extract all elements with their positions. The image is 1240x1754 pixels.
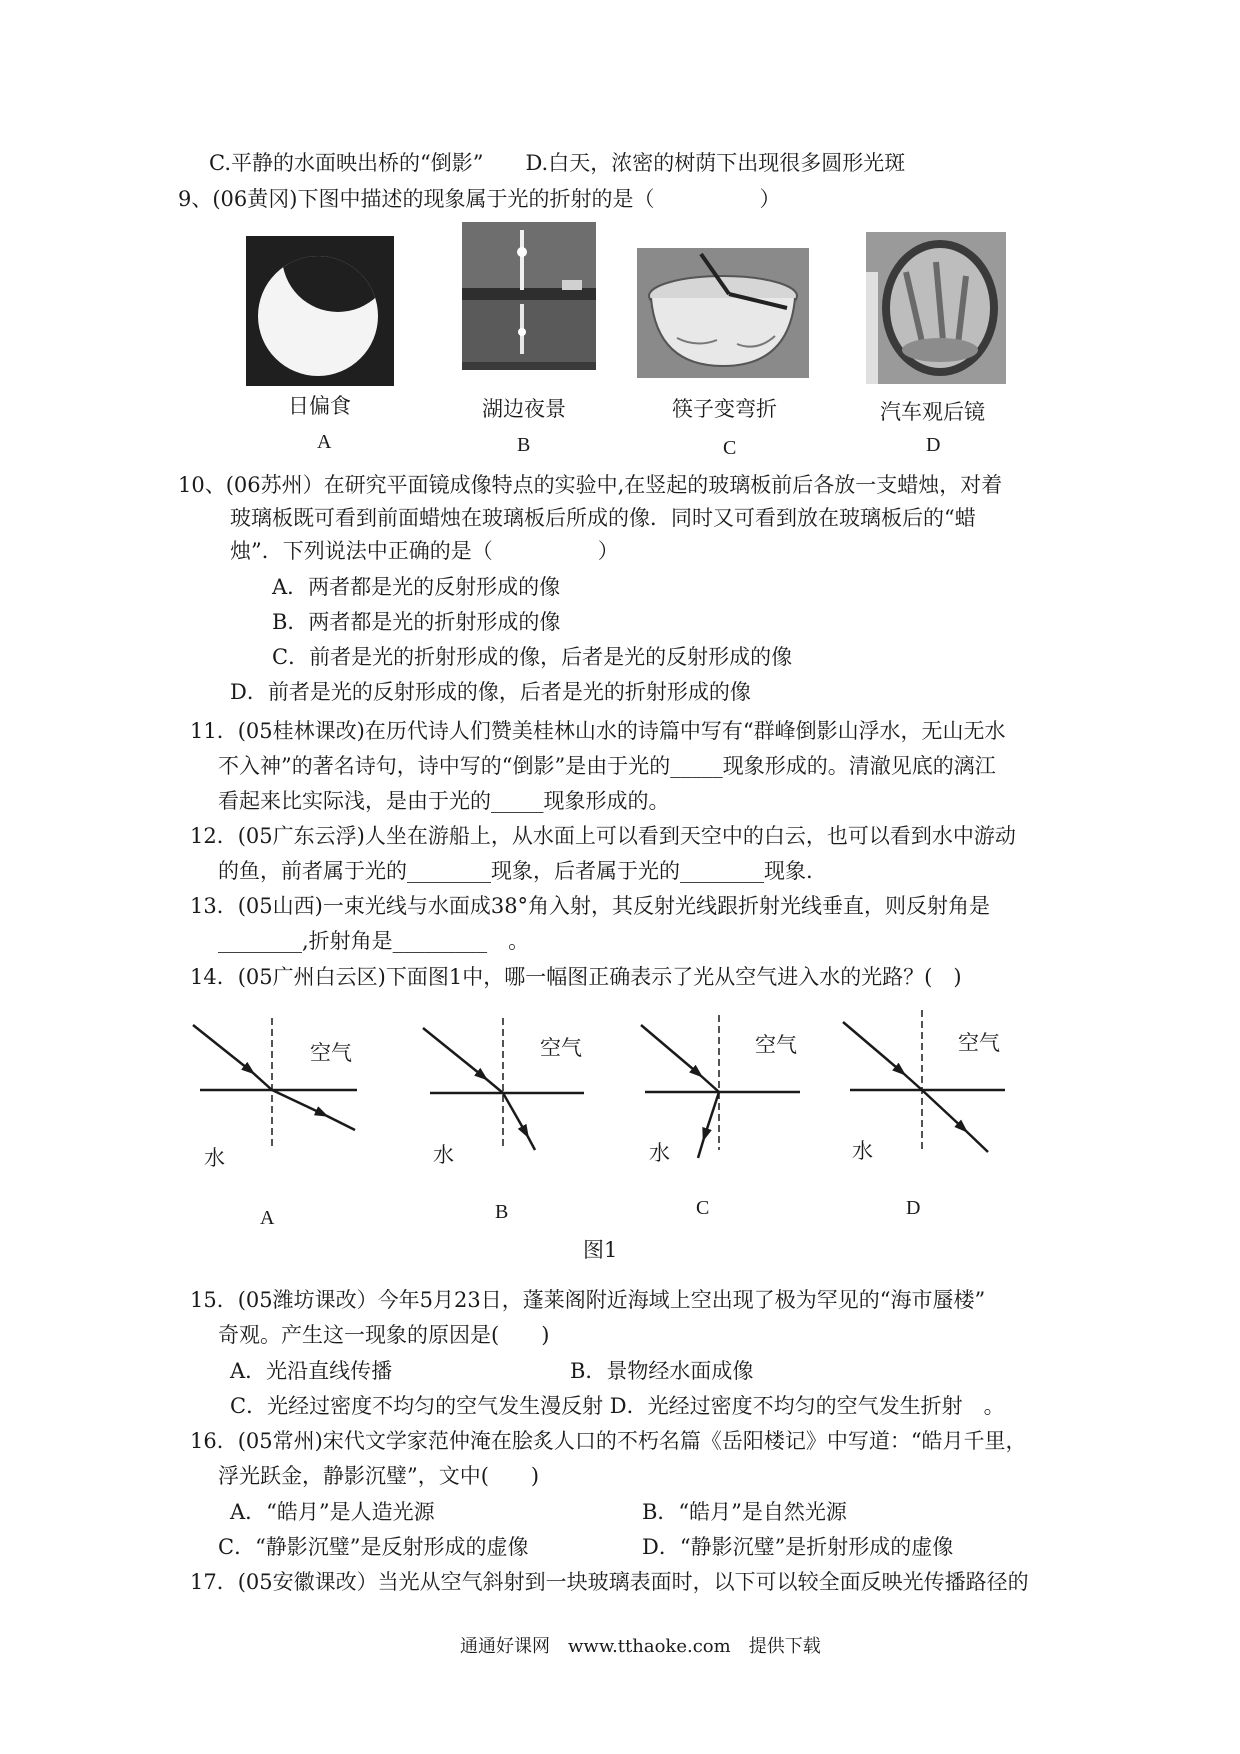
q17-stem-line1: 17．(05安徽课改）当光从空气斜射到一块玻璃表面时，以下可以较全面反映光传播路径的 — [190, 1570, 1029, 1594]
q12-stem-line2: 的鱼，前者属于光的________现象，后者属于光的________现象. — [218, 859, 813, 883]
q14-stem: 14．(05广州白云区)下面图1中，哪一幅图正确表示了光从空气进入水的光路？( ) — [190, 965, 962, 989]
page-footer: 通通好课网 www.tthaoke.com 提供下载 — [460, 1636, 821, 1657]
photo-letter-d: D — [926, 434, 941, 456]
q11-stem-line2: 不入神”的著名诗句，诗中写的“倒影”是由于光的_____现象形成的。清澈见底的漓江 — [218, 754, 996, 778]
q10-stem-line3: 烛”．下列说法中正确的是（ ） — [230, 539, 619, 563]
q10-option-b: B．两者都是光的折射形成的像 — [272, 610, 561, 634]
q13-stem-line1: 13．(05山西)一束光线与水面成38°角入射，其反射光线跟折射光线垂直，则反射角是 — [190, 894, 991, 918]
q10-stem-line1: 10、(06苏州）在研究平面镜成像特点的实验中,在竖起的玻璃板前后各放一支蜡烛，对着 — [178, 473, 1003, 497]
q11-stem-line3: 看起来比实际浅，是由于光的_____现象形成的。 — [218, 789, 670, 813]
q13-stem-line2: ________,折射角是_________ 。 — [218, 929, 530, 953]
q12-stem-line1: 12．(05广东云浮)人坐在游船上，从水面上可以看到天空中的白云，也可以看到水中游动 — [190, 824, 1016, 848]
diagram-letter-a: A — [260, 1207, 275, 1229]
diagram-c-air-label: 空气 — [755, 1033, 797, 1057]
photo-letter-b: B — [517, 434, 531, 456]
photo-caption-a: 日偏食 — [288, 394, 351, 418]
q16-option-d: D．“静影沉璧”是折射形成的虚像 — [642, 1535, 954, 1559]
diagram-b-water-label: 水 — [433, 1143, 454, 1167]
q10-option-c: C．前者是光的折射形成的像，后者是光的反射形成的像 — [272, 645, 793, 669]
q16-stem-line1: 16．(05常州)宋代文学家范仲淹在脍炙人口的不朽名篇《岳阳楼记》中写道：“皓月千里， — [190, 1429, 1027, 1453]
diagram-a-water-label: 水 — [204, 1146, 225, 1170]
figure-1-title: 图1 — [583, 1238, 618, 1262]
q11-stem-line1: 11．(05桂林课改)在历代诗人们赞美桂林山水的诗篇中写有“群峰倒影山浮水，无山无水 — [190, 719, 1006, 743]
q15-stem-line2: 奇观。产生这一现象的原因是( ) — [218, 1323, 550, 1347]
q10-option-d: D．前者是光的反射形成的像，后者是光的折射形成的像 — [230, 680, 751, 704]
q15-option-a: A．光沿直线传播 — [230, 1359, 393, 1383]
diagram-c-water-label: 水 — [649, 1141, 670, 1165]
diagram-letter-b: B — [495, 1201, 509, 1223]
q10-option-a: A．两者都是光的反射形成的像 — [272, 575, 561, 599]
diagram-d-air-label: 空气 — [958, 1031, 1000, 1055]
q9-stem: 9、(06黄冈)下图中描述的现象属于光的折射的是（ ） — [178, 187, 781, 211]
q10-stem-line2: 玻璃板既可看到前面蜡烛在玻璃板后所成的像．同时又可看到放在玻璃板后的“蜡 — [230, 506, 976, 530]
diagram-b-air-label: 空气 — [540, 1036, 582, 1060]
photo-caption-d: 汽车观后镜 — [880, 400, 985, 424]
diagram-a-air-label: 空气 — [310, 1041, 352, 1065]
q16-option-a: A．“皓月”是人造光源 — [230, 1500, 435, 1524]
q15-options-cd: C．光经过密度不均匀的空气发生漫反射 D．光经过密度不均匀的空气发生折射 。 — [230, 1394, 1005, 1418]
diagram-d-water-label: 水 — [852, 1139, 873, 1163]
q15-stem-line1: 15．(05潍坊课改）今年5月23日，蓬莱阁附近海域上空出现了极为罕见的“海市蜃楼” — [190, 1288, 986, 1312]
diagram-letter-c: C — [696, 1197, 710, 1219]
photo-letter-c: C — [723, 437, 737, 459]
q16-stem-line2: 浮光跃金，静影沉璧”，文中( ) — [218, 1464, 540, 1488]
diagram-letter-d: D — [906, 1197, 921, 1219]
q8-options-cd: C.平静的水面映出桥的“倒影” D.白天，浓密的树荫下出现很多圆形光斑 — [209, 151, 906, 175]
photo-caption-b: 湖边夜景 — [482, 397, 566, 421]
photo-letter-a: A — [317, 431, 332, 453]
photo-caption-c: 筷子变弯折 — [672, 397, 777, 421]
q16-option-b: B．“皓月”是自然光源 — [642, 1500, 847, 1524]
q15-option-b: B．景物经水面成像 — [570, 1359, 754, 1383]
q16-option-c: C．“静影沉璧”是反射形成的虚像 — [218, 1535, 529, 1559]
diagram-a — [193, 1018, 357, 1150]
